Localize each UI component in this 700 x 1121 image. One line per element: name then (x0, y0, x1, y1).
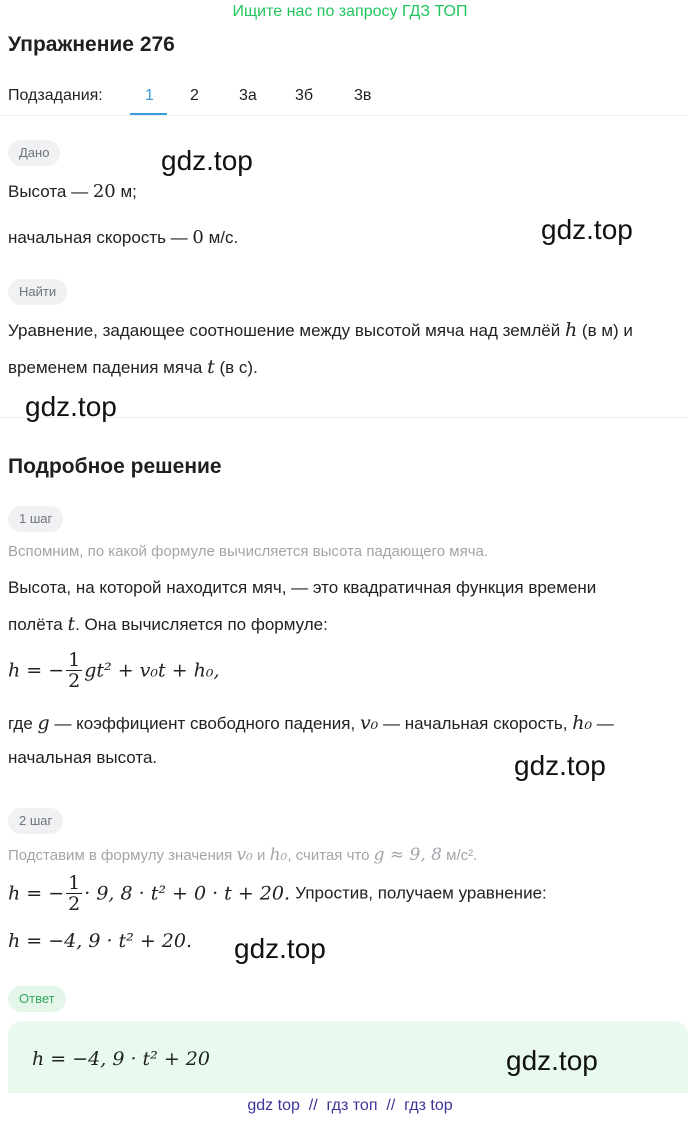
given-speed-value: 0 (192, 227, 204, 248)
watermark-4: gdz.top (514, 750, 606, 781)
given-tag: Дано (8, 140, 60, 166)
find-tag: Найти (8, 279, 67, 305)
answer-formula: h = −4, 9 · t² + 20 (32, 1048, 210, 1070)
tabs-divider (0, 115, 688, 116)
tab-3b[interactable]: 3б (295, 87, 314, 104)
step1-text-2: полёта t. Она вычисляется по формуле: (8, 613, 328, 635)
answer-tag: Ответ (8, 986, 66, 1012)
step1-formula: h = − $\frac{1}{2}$ gt² + v₀t + h₀, (8, 649, 220, 692)
tab-3v[interactable]: 3в (354, 87, 372, 104)
step2-hint: Подставим в формулу значения v₀ и h₀, считая что g ≈ 9, 8 м/с². (8, 845, 478, 865)
given-line-1: Высота — 20 м; (8, 181, 137, 202)
var-t: t (207, 356, 215, 378)
watermark-6: gdz.top (506, 1045, 598, 1076)
subtasks-label: Подзадания: (8, 87, 103, 104)
step1-tag: 1 шаг (8, 506, 63, 532)
tab-3a[interactable]: 3а (239, 87, 257, 104)
step1-text-1: Высота, на которой находится мяч, — это квадратичная функция времени (8, 578, 597, 597)
watermark-2: gdz.top (541, 214, 633, 245)
given-line-2: начальная скорость — 0 м/с. (8, 227, 239, 248)
find-line-2: временем падения мяча t (в с). (8, 356, 258, 378)
step1-where-2: начальная высота. (8, 748, 158, 767)
fraction-one-half: $\frac{1}{2}$ (68, 649, 81, 692)
watermark-3: gdz.top (25, 391, 117, 422)
top-banner[interactable]: Ищите нас по запросу ГДЗ ТОП (232, 3, 468, 20)
step2-formula-2: h = −4, 9 · t² + 20. (8, 930, 192, 952)
find-line-1: Уравнение, задающее соотношение между высотой мяча над землёй h (в м) и (8, 319, 633, 341)
watermark-5: gdz.top (234, 933, 326, 964)
page-title: Упражнение 276 (8, 33, 175, 56)
tab-2[interactable]: 2 (190, 87, 199, 104)
step1-where-1: где g — коэффициент свободного падения, v₀ — начальная скорость, h₀ — (8, 712, 614, 734)
solution-heading: Подробное решение (8, 455, 222, 478)
footer-links[interactable]: gdz top // гдз топ // гдз top (247, 1097, 453, 1114)
step1-hint: Вспомним, по какой формуле вычисляется высота падающего мяча. (8, 543, 489, 560)
tab-1[interactable]: 1 (145, 87, 154, 104)
watermark-1: gdz.top (161, 145, 253, 176)
var-h: h (564, 319, 578, 341)
step2-tag: 2 шаг (8, 808, 63, 834)
given-height-value: 20 (92, 181, 116, 202)
step2-formula-1: h = − $\frac{1}{2}$ · 9, 8 · t² + 0 · t + 20. Упростив, получаем уравнение: (8, 872, 547, 915)
fraction-one-half-2: $\frac{1}{2}$ (68, 872, 81, 915)
